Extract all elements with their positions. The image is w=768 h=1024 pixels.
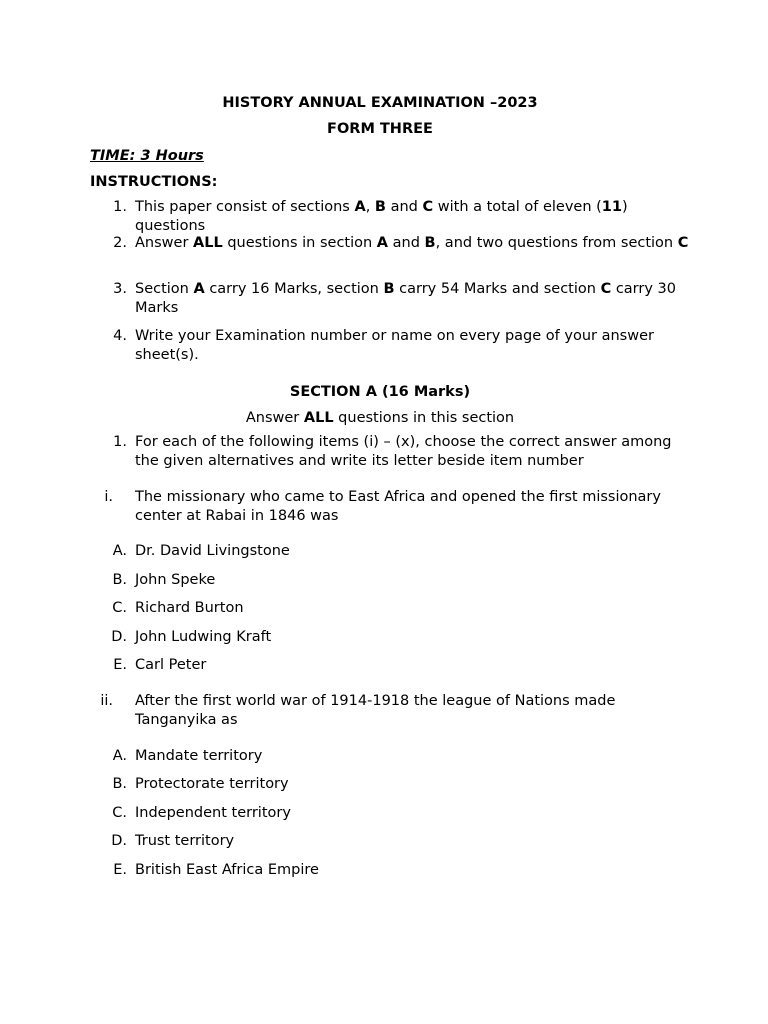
item-number: i. bbox=[104, 489, 113, 505]
instruction-number: 2. bbox=[113, 235, 127, 251]
option-text: Protectorate territory bbox=[135, 776, 289, 792]
option-letter: A. bbox=[112, 543, 127, 559]
exam-title: HISTORY ANNUAL EXAMINATION –2023 bbox=[222, 95, 538, 111]
instruction-2: Answer ALL questions in section A and B, and two questions from section C bbox=[135, 235, 689, 251]
option-text: John Speke bbox=[135, 572, 216, 588]
option-text: John Ludwing Kraft bbox=[135, 629, 272, 645]
item-i-text: The missionary who came to East Africa and opened the first missionary center at Rabai in 1846 was bbox=[135, 489, 661, 524]
option-letter: E. bbox=[113, 862, 127, 878]
option-text: Independent territory bbox=[135, 805, 291, 821]
instruction-4: Write your Examination number or name on every page of your answer sheet(s). bbox=[135, 328, 654, 363]
item-ii-text: After the first world war of 1914-1918 the league of Nations made Tanganyika as bbox=[135, 693, 616, 728]
instruction-number: 1. bbox=[113, 199, 127, 215]
option-letter: C. bbox=[112, 600, 127, 616]
option-letter: D. bbox=[111, 629, 127, 645]
option-letter: C. bbox=[112, 805, 127, 821]
option-text: Carl Peter bbox=[135, 657, 207, 673]
option-text: Mandate territory bbox=[135, 748, 263, 764]
instruction-1: This paper consist of sections A, B and C with a total of eleven (11) questions bbox=[135, 199, 628, 234]
question-number: 1. bbox=[113, 434, 127, 450]
instruction-3: Section A carry 16 Marks, section B carry 54 Marks and section C carry 30 Marks bbox=[135, 281, 676, 316]
question-1-text: For each of the following items (i) – (x), choose the correct answer among the given alternatives and write its letter beside item number bbox=[135, 434, 672, 469]
option-letter: E. bbox=[113, 657, 127, 673]
option-text: Richard Burton bbox=[135, 600, 244, 616]
option-letter: A. bbox=[112, 748, 127, 764]
section-a-instruction: Answer ALL questions in this section bbox=[245, 410, 515, 426]
item-number: ii. bbox=[100, 693, 113, 709]
instruction-number: 3. bbox=[113, 281, 127, 297]
option-letter: D. bbox=[111, 833, 127, 849]
option-letter: B. bbox=[112, 572, 127, 588]
time-label: TIME: 3 Hours bbox=[90, 148, 204, 164]
option-letter: B. bbox=[112, 776, 127, 792]
option-text: Dr. David Livingstone bbox=[135, 543, 290, 559]
section-a-heading: SECTION A (16 Marks) bbox=[289, 384, 471, 400]
instructions-heading: INSTRUCTIONS: bbox=[90, 174, 218, 190]
option-text: Trust territory bbox=[135, 833, 235, 849]
instruction-number: 4. bbox=[113, 328, 127, 344]
option-text: British East Africa Empire bbox=[135, 862, 319, 878]
form-label: FORM THREE bbox=[327, 121, 433, 137]
